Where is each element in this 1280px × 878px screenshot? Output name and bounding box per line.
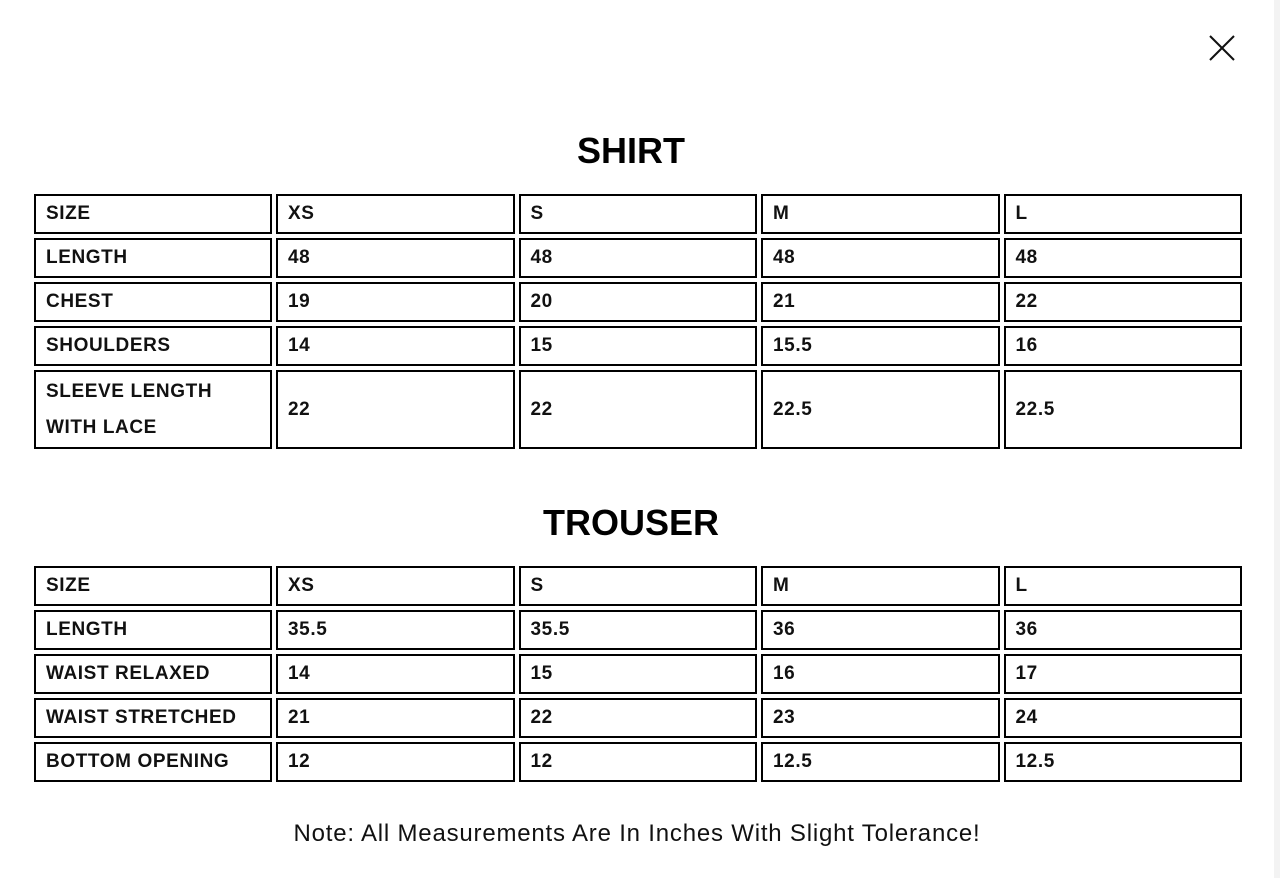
header-cell: SIZE — [34, 566, 272, 606]
close-button[interactable] — [1206, 32, 1238, 64]
row-label: LENGTH — [34, 238, 272, 278]
table-cell: 48 — [761, 238, 1000, 278]
table-row — [34, 610, 1242, 650]
row-label: SLEEVE LENGTH WITH LACE — [34, 370, 272, 449]
trouser-size-table — [30, 562, 1246, 786]
table-cell: 22 — [276, 370, 515, 449]
table-row — [34, 698, 1242, 738]
table-cell: 12.5 — [1004, 742, 1243, 782]
header-cell: XS — [276, 566, 515, 606]
table-cell: 36 — [761, 610, 1000, 650]
table-row — [34, 370, 1242, 449]
header-cell: L — [1004, 194, 1243, 234]
shirt-size-table — [30, 190, 1246, 453]
table-cell: 19 — [276, 282, 515, 322]
shirt-title: SHIRT — [577, 130, 685, 171]
table-cell: 36 — [1004, 610, 1243, 650]
close-icon — [1206, 32, 1238, 64]
header-cell: M — [761, 566, 1000, 606]
measurement-note: Note: All Measurements Are In Inches With Slight Tolerance! — [293, 820, 981, 847]
table-cell: 12.5 — [761, 742, 1000, 782]
row-label: WAIST RELAXED — [34, 654, 272, 694]
table-cell: 12 — [276, 742, 515, 782]
table-cell: 21 — [761, 282, 1000, 322]
table-cell: 21 — [276, 698, 515, 738]
table-cell: 23 — [761, 698, 1000, 738]
table-cell: 14 — [276, 654, 515, 694]
table-header-row — [34, 194, 1242, 234]
table-row — [34, 742, 1242, 782]
header-cell: XS — [276, 194, 515, 234]
table-cell: 48 — [276, 238, 515, 278]
table-cell: 48 — [519, 238, 758, 278]
table-header-row — [34, 566, 1242, 606]
header-cell: S — [519, 194, 758, 234]
table-cell: 15 — [519, 326, 758, 366]
table-row — [34, 326, 1242, 366]
table-cell: 14 — [276, 326, 515, 366]
table-cell: 16 — [761, 654, 1000, 694]
header-cell: M — [761, 194, 1000, 234]
scrollbar[interactable] — [1274, 0, 1280, 878]
table-cell: 22 — [519, 698, 758, 738]
header-cell: S — [519, 566, 758, 606]
table-cell: 20 — [519, 282, 758, 322]
table-cell: 22.5 — [761, 370, 1000, 449]
trouser-title: TROUSER — [542, 502, 719, 543]
table-cell: 35.5 — [519, 610, 758, 650]
table-cell: 22 — [1004, 282, 1243, 322]
table-cell: 15.5 — [761, 326, 1000, 366]
row-label: WAIST STRETCHED — [34, 698, 272, 738]
table-cell: 16 — [1004, 326, 1243, 366]
header-cell: SIZE — [34, 194, 272, 234]
row-label: BOTTOM OPENING — [34, 742, 272, 782]
table-cell: 48 — [1004, 238, 1243, 278]
table-cell: 35.5 — [276, 610, 515, 650]
table-cell: 22 — [519, 370, 758, 449]
table-cell: 15 — [519, 654, 758, 694]
table-row — [34, 282, 1242, 322]
table-cell: 12 — [519, 742, 758, 782]
table-row — [34, 238, 1242, 278]
row-label: CHEST — [34, 282, 272, 322]
row-label: SHOULDERS — [34, 326, 272, 366]
table-cell: 22.5 — [1004, 370, 1243, 449]
table-cell: 17 — [1004, 654, 1243, 694]
table-cell: 24 — [1004, 698, 1243, 738]
row-label: LENGTH — [34, 610, 272, 650]
table-row — [34, 654, 1242, 694]
header-cell: L — [1004, 566, 1243, 606]
